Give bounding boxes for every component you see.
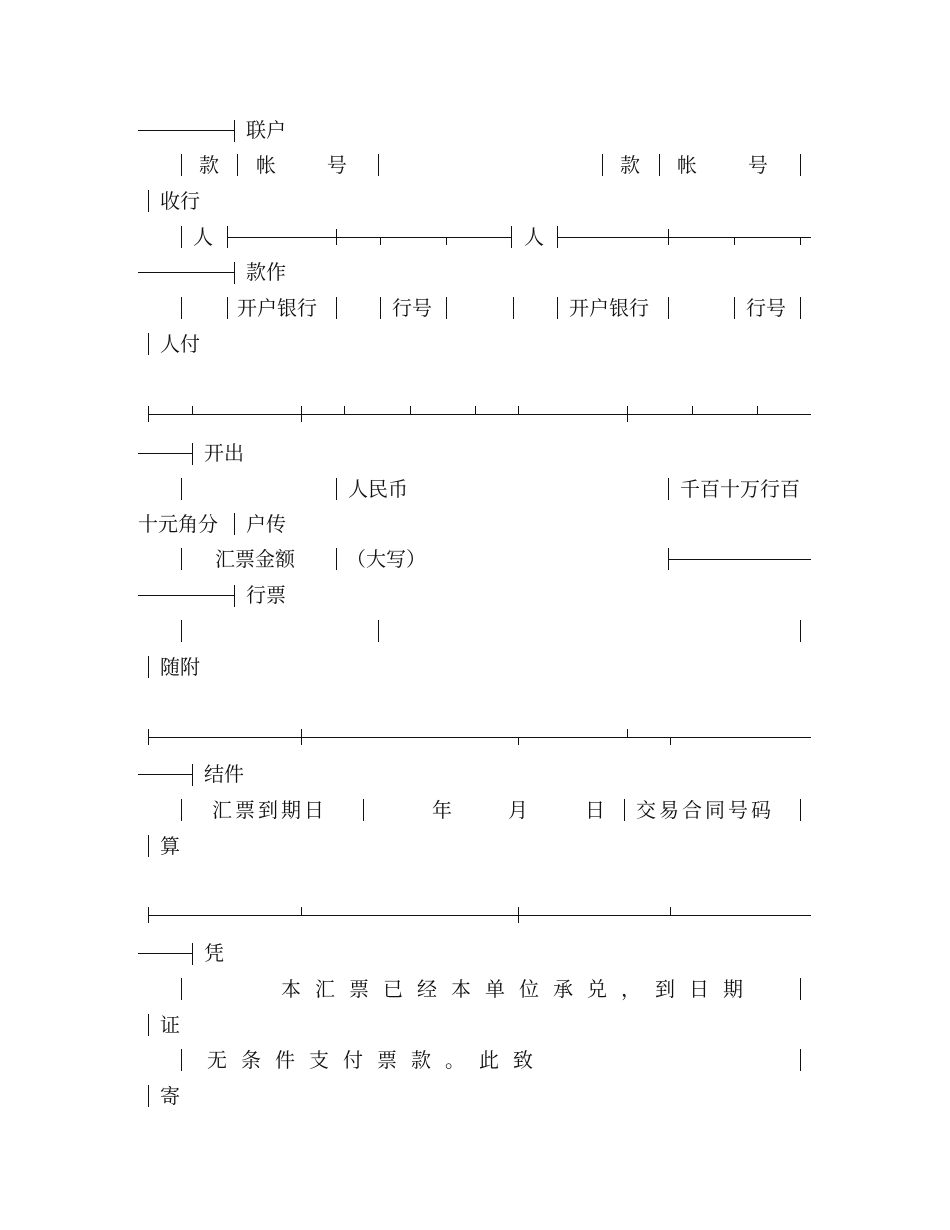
amount-digits-header: 千百十万行百: [680, 477, 800, 501]
year-label: 年: [432, 798, 452, 822]
rule-tick: [380, 237, 381, 245]
border-bar: [148, 1014, 149, 1036]
rule-line: [138, 453, 192, 454]
border-bar: [148, 656, 149, 678]
side-label-ji: 寄: [160, 1084, 180, 1108]
rmb-label: 人民币: [348, 477, 408, 501]
payer-bank-no-label: 行号: [392, 296, 432, 320]
rule-tick: [410, 406, 411, 414]
payer-account-label: 帐 号: [256, 153, 347, 177]
rule-tick: [692, 406, 693, 414]
payee-account-label: 帐 号: [677, 153, 768, 177]
border-bar: [446, 297, 447, 319]
border-bar: [181, 799, 182, 821]
border-bar: [148, 835, 149, 857]
border-bar: [363, 799, 364, 821]
border-bar: [192, 764, 193, 786]
side-label-ping: 凭: [204, 941, 224, 965]
rule-tick: [344, 406, 345, 414]
side-label-kaichu: 开出: [204, 441, 244, 465]
border-bar: [181, 978, 182, 1000]
rule-tick: [446, 237, 447, 245]
border-bar: [668, 478, 669, 500]
border-bar: [602, 154, 603, 176]
rule-tick: [148, 406, 149, 422]
border-bar: [513, 297, 514, 319]
border-bar: [336, 478, 337, 500]
border-bar: [192, 943, 193, 965]
payee-bank-no-label: 行号: [746, 296, 786, 320]
rule-tick: [800, 237, 801, 245]
rule-tick: [148, 907, 149, 923]
rule-line: [138, 595, 234, 596]
rule-tick: [518, 406, 519, 414]
rule-tick: [668, 229, 669, 245]
side-label-jiejian: 结件: [204, 762, 244, 786]
border-bar: [336, 548, 337, 570]
border-bar: [800, 154, 801, 176]
border-bar: [800, 297, 801, 319]
month-label: 月: [508, 798, 528, 822]
payer-bank-label: 开户银行: [237, 296, 317, 320]
amount-digits-header-cont: 十元角分: [138, 512, 218, 536]
rule-line: [557, 237, 811, 238]
side-label-renfu: 人付: [160, 332, 200, 356]
border-bar: [734, 297, 735, 319]
border-bar: [234, 513, 235, 535]
payment-statement: 无条件支付票款。此致: [207, 1048, 547, 1072]
side-label-suan: 算: [160, 834, 180, 858]
border-bar: [800, 978, 801, 1000]
payer-ren-label: 人: [193, 225, 213, 249]
rule-tick: [192, 406, 193, 414]
rule-line: [227, 237, 511, 238]
contract-no-label: 交易合同号码: [636, 798, 774, 822]
rule-line: [148, 915, 811, 916]
border-bar: [148, 1085, 149, 1107]
rule-tick: [301, 729, 302, 745]
rule-line: [148, 414, 811, 415]
rule-line: [138, 953, 192, 954]
side-label-huchuan: 户传: [246, 512, 286, 536]
payee-bank-label: 开户银行: [569, 296, 649, 320]
payee-ren-label: 人: [524, 225, 544, 249]
border-bar: [800, 799, 801, 821]
payee-kuan-label: 款: [620, 153, 640, 177]
border-bar: [148, 333, 149, 355]
rule-line: [148, 737, 811, 738]
border-bar: [227, 297, 228, 319]
rule-tick: [475, 406, 476, 414]
rule-tick: [670, 907, 671, 915]
bill-amount-label: 汇票金额: [215, 547, 295, 571]
border-bar: [378, 620, 379, 642]
border-bar: [181, 478, 182, 500]
border-bar: [659, 154, 660, 176]
due-date-label: 汇票到期日: [212, 798, 327, 822]
amount-in-words-label: （大写）: [346, 547, 426, 571]
rule-tick: [518, 907, 519, 923]
acceptance-statement: 本汇票已经本单位承兑，到日期: [281, 977, 757, 1001]
border-bar: [234, 585, 235, 607]
day-label: 日: [585, 798, 605, 822]
border-bar: [800, 620, 801, 642]
border-bar: [336, 297, 337, 319]
border-bar: [234, 262, 235, 284]
rule-tick: [148, 729, 149, 745]
border-bar: [181, 154, 182, 176]
border-bar: [192, 443, 193, 465]
rule-tick: [336, 229, 337, 245]
border-bar: [181, 226, 182, 248]
rule-tick: [734, 237, 735, 245]
side-label-hangpiao: 行票: [246, 583, 286, 607]
rule-tick: [301, 907, 302, 915]
rule-tick: [518, 737, 519, 745]
border-bar: [181, 548, 182, 570]
border-bar: [181, 1049, 182, 1071]
rule-line: [668, 559, 811, 560]
side-label-shouhang: 收行: [160, 189, 200, 213]
border-bar: [380, 297, 381, 319]
rule-line: [138, 130, 234, 131]
border-bar: [624, 799, 625, 821]
border-bar: [557, 297, 558, 319]
border-bar: [181, 297, 182, 319]
rule-tick: [627, 729, 628, 737]
border-bar: [237, 154, 238, 176]
border-bar: [181, 620, 182, 642]
border-bar: [378, 154, 379, 176]
border-bar: [148, 190, 149, 212]
rule-line: [138, 272, 234, 273]
rule-tick: [301, 406, 302, 422]
rule-tick: [670, 737, 671, 745]
rule-line: [138, 774, 192, 775]
border-bar: [668, 297, 669, 319]
payer-kuan-label: 款: [199, 153, 219, 177]
side-label-lianhu: 联户: [246, 118, 286, 142]
side-label-suifu: 随附: [160, 655, 200, 679]
side-label-zheng: 证: [160, 1013, 180, 1037]
border-bar: [234, 120, 235, 142]
border-bar: [511, 226, 512, 248]
border-bar: [800, 1049, 801, 1071]
rule-tick: [627, 406, 628, 422]
side-label-kuanzuo: 款作: [246, 260, 286, 284]
rule-tick: [757, 406, 758, 414]
